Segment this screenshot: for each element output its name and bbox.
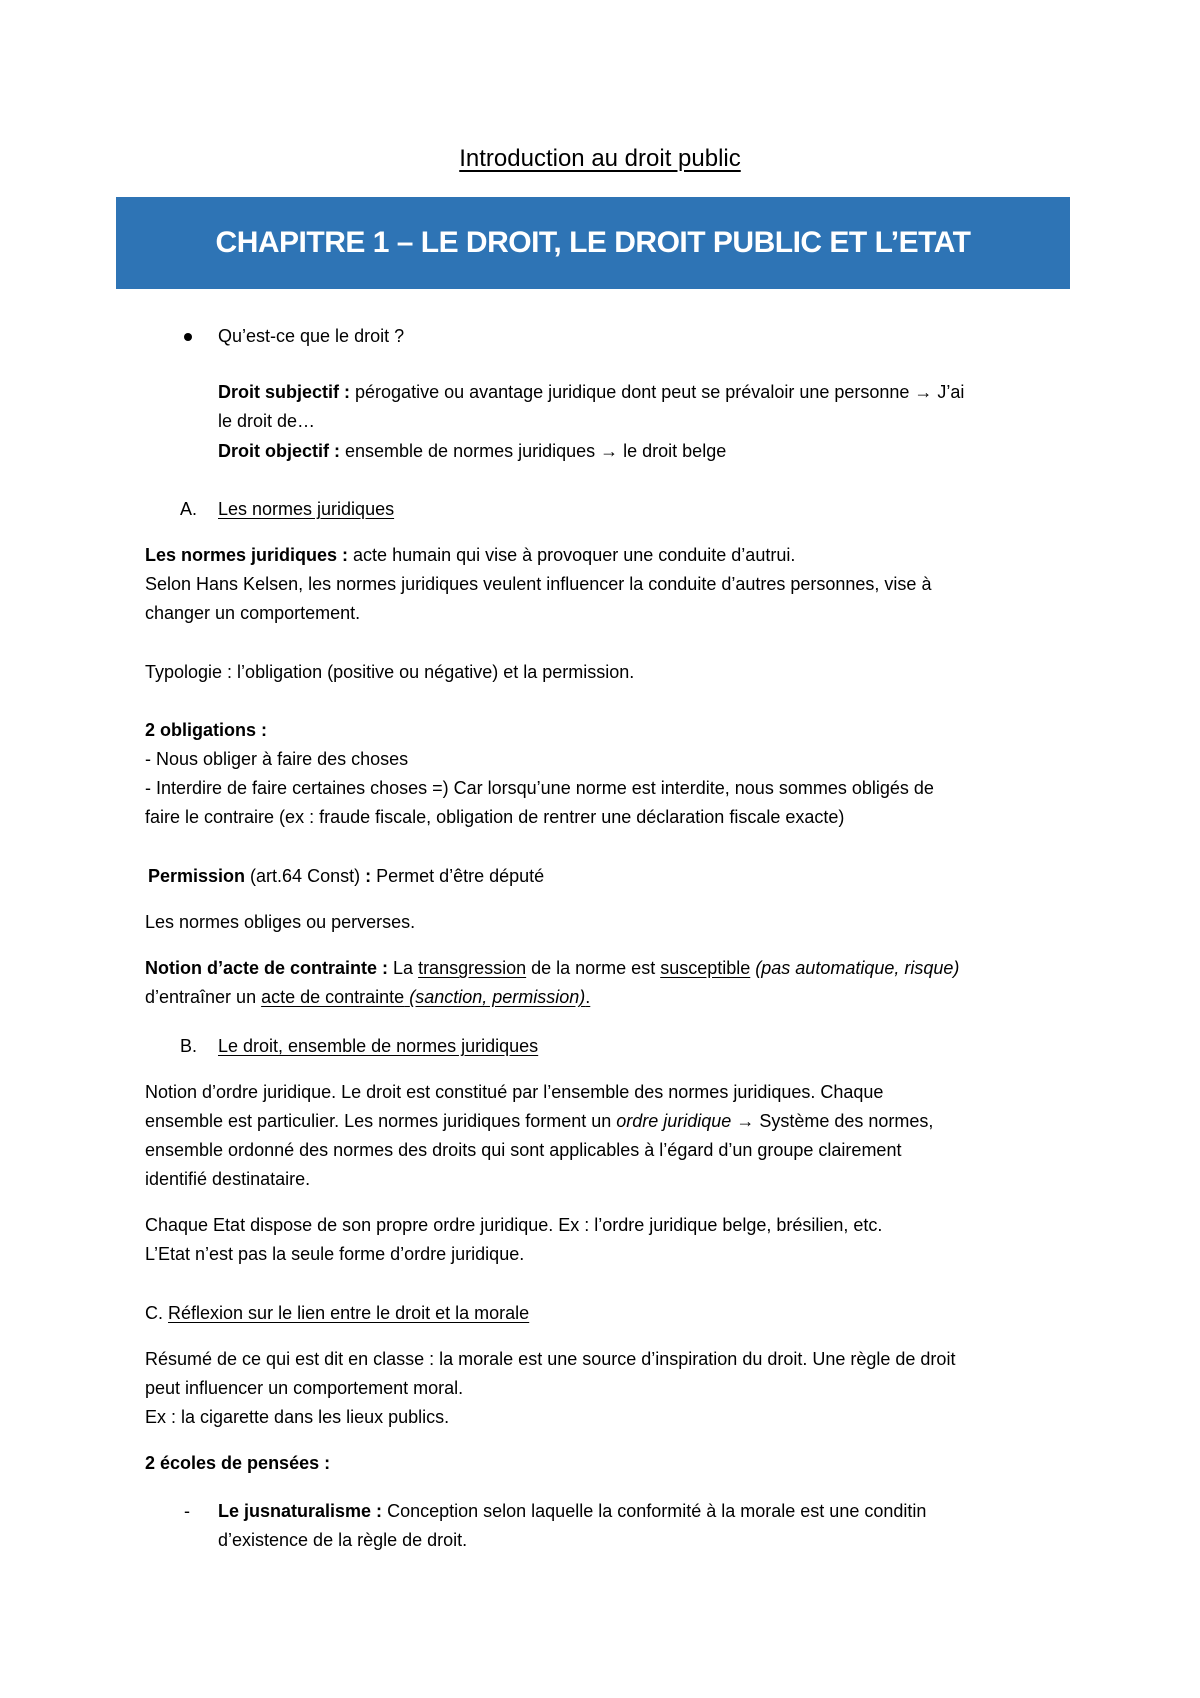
normes-line1 bbox=[145, 544, 795, 566]
etat-line2: L’Etat n’est pas la seule forme d’ordre juridique. bbox=[145, 1244, 525, 1264]
chapter-title: CHAPITRE 1 – LE DROIT, LE DROIT PUBLIC ET L’ETAT bbox=[215, 226, 971, 259]
arrow-right-icon: → bbox=[914, 382, 933, 402]
droit-subjectif-line bbox=[218, 381, 964, 403]
obligation-item-1: - Nous obliger à faire des choses bbox=[145, 749, 409, 769]
droit-subjectif-label: Droit subjectif : bbox=[218, 382, 351, 402]
dash-bullet-icon: - bbox=[184, 1501, 190, 1521]
droit-subjectif-line2: le droit de… bbox=[218, 411, 316, 431]
bullet-icon bbox=[184, 333, 192, 341]
ordre-line2-text: ensemble est particulier. Les normes juridiques forment un bbox=[145, 1111, 617, 1131]
ordre-juridique-italic: ordre juridique bbox=[616, 1111, 732, 1131]
contrainte-susceptible: susceptible bbox=[660, 958, 751, 978]
ordre-line1: Notion d’ordre juridique. Le droit est constitué par l’ensemble des normes juridiques. Chaque bbox=[145, 1082, 884, 1102]
droit-objectif-text2: le droit belge bbox=[618, 441, 727, 461]
permission-text: Permet d’être député bbox=[371, 866, 545, 886]
bullet-question: Qu’est-ce que le droit ? bbox=[218, 326, 405, 346]
section-c-heading bbox=[145, 1302, 529, 1324]
obligation-item-2b: faire le contraire (ex : fraude fiscale, obligation de rentrer une déclaration fiscale exacte) bbox=[145, 807, 845, 827]
droit-objectif-text: ensemble de normes juridiques bbox=[340, 441, 601, 461]
droit-subjectif-text: pérogative ou avantage juridique dont peut se prévaloir une personne bbox=[350, 382, 915, 402]
section-a-title: Les normes juridiques bbox=[218, 499, 395, 519]
ordre-line2 bbox=[145, 1110, 933, 1132]
permission-colon: : bbox=[365, 866, 372, 886]
contrainte-italic-2: (sanction, permission) bbox=[409, 987, 586, 1007]
ordre-line3: ensemble ordonné des normes des droits qui sont applicables à l’égard d’un groupe clairement bbox=[145, 1140, 902, 1160]
obligations-heading: 2 obligations : bbox=[145, 720, 268, 740]
normes-label: Les normes juridiques : bbox=[145, 545, 349, 565]
permission-line bbox=[148, 865, 544, 887]
section-a-letter: A. bbox=[180, 499, 198, 519]
arrow-right-icon: → bbox=[731, 1111, 760, 1131]
resume-line1: Résumé de ce qui est dit en classe : la morale est une source d’inspiration du droit. Une règle de droit bbox=[145, 1349, 956, 1369]
jusnaturalisme-label: Le jusnaturalisme : bbox=[218, 1501, 383, 1521]
contrainte-period: . bbox=[585, 987, 591, 1007]
contrainte-line2-text: d’entraîner un bbox=[145, 987, 262, 1007]
typologie: Typologie : l’obligation (positive ou négative) et la permission. bbox=[145, 662, 635, 682]
normes-obliges: Les normes obliges ou perverses. bbox=[145, 912, 416, 932]
contrainte-line1 bbox=[145, 957, 959, 979]
contrainte-text-1: La bbox=[388, 958, 419, 978]
document-title: Introduction au droit public bbox=[459, 145, 741, 172]
droit-objectif-line bbox=[218, 440, 726, 462]
section-c-letter: C. bbox=[145, 1303, 163, 1323]
arrow-right-icon: → bbox=[600, 441, 619, 461]
droit-objectif-label: Droit objectif : bbox=[218, 441, 340, 461]
normes-text: acte humain qui vise à provoquer une conduite d’autrui. bbox=[348, 545, 796, 565]
jusnaturalisme-line2: d’existence de la règle de droit. bbox=[218, 1530, 468, 1550]
resume-line3: Ex : la cigarette dans les lieux publics. bbox=[145, 1407, 450, 1427]
contrainte-label: Notion d’acte de contrainte : bbox=[145, 958, 389, 978]
contrainte-line2 bbox=[145, 986, 590, 1008]
contrainte-text-2: de la norme est bbox=[526, 958, 661, 978]
jusnaturalisme-line1 bbox=[218, 1500, 926, 1522]
obligation-item-2: - Interdire de faire certaines choses =) Car lorsqu’une norme est interdite, nous sommes obligés de bbox=[145, 778, 934, 798]
ordre-line2-end: Système des normes, bbox=[759, 1111, 934, 1131]
permission-label: Permission bbox=[148, 866, 246, 886]
section-b-letter: B. bbox=[180, 1036, 198, 1056]
contrainte-italic-1: (pas automatique, risque) bbox=[755, 958, 960, 978]
jusnaturalisme-text: Conception selon laquelle la conformité à la morale est une conditin bbox=[382, 1501, 927, 1521]
chapter-banner bbox=[116, 197, 1070, 289]
normes-line2: Selon Hans Kelsen, les normes juridiques veulent influencer la conduite d’autres personnes, vise à bbox=[145, 574, 932, 594]
contrainte-transgression: transgression bbox=[418, 958, 527, 978]
normes-line3: changer un comportement. bbox=[145, 603, 361, 623]
section-b-title: Le droit, ensemble de normes juridiques bbox=[218, 1036, 539, 1056]
resume-line2: peut influencer un comportement moral. bbox=[145, 1378, 464, 1398]
section-c-title: Réflexion sur le lien entre le droit et la morale bbox=[168, 1303, 530, 1323]
ecoles-heading: 2 écoles de pensées : bbox=[145, 1453, 331, 1473]
droit-subjectif-text2: J’ai bbox=[932, 382, 965, 402]
ordre-line4: identifié destinataire. bbox=[145, 1169, 311, 1189]
permission-mid: (art.64 Const) bbox=[245, 866, 366, 886]
contrainte-acte: acte de contrainte bbox=[261, 987, 405, 1007]
etat-line1: Chaque Etat dispose de son propre ordre juridique. Ex : l’ordre juridique belge, brésilien, etc. bbox=[145, 1215, 883, 1235]
